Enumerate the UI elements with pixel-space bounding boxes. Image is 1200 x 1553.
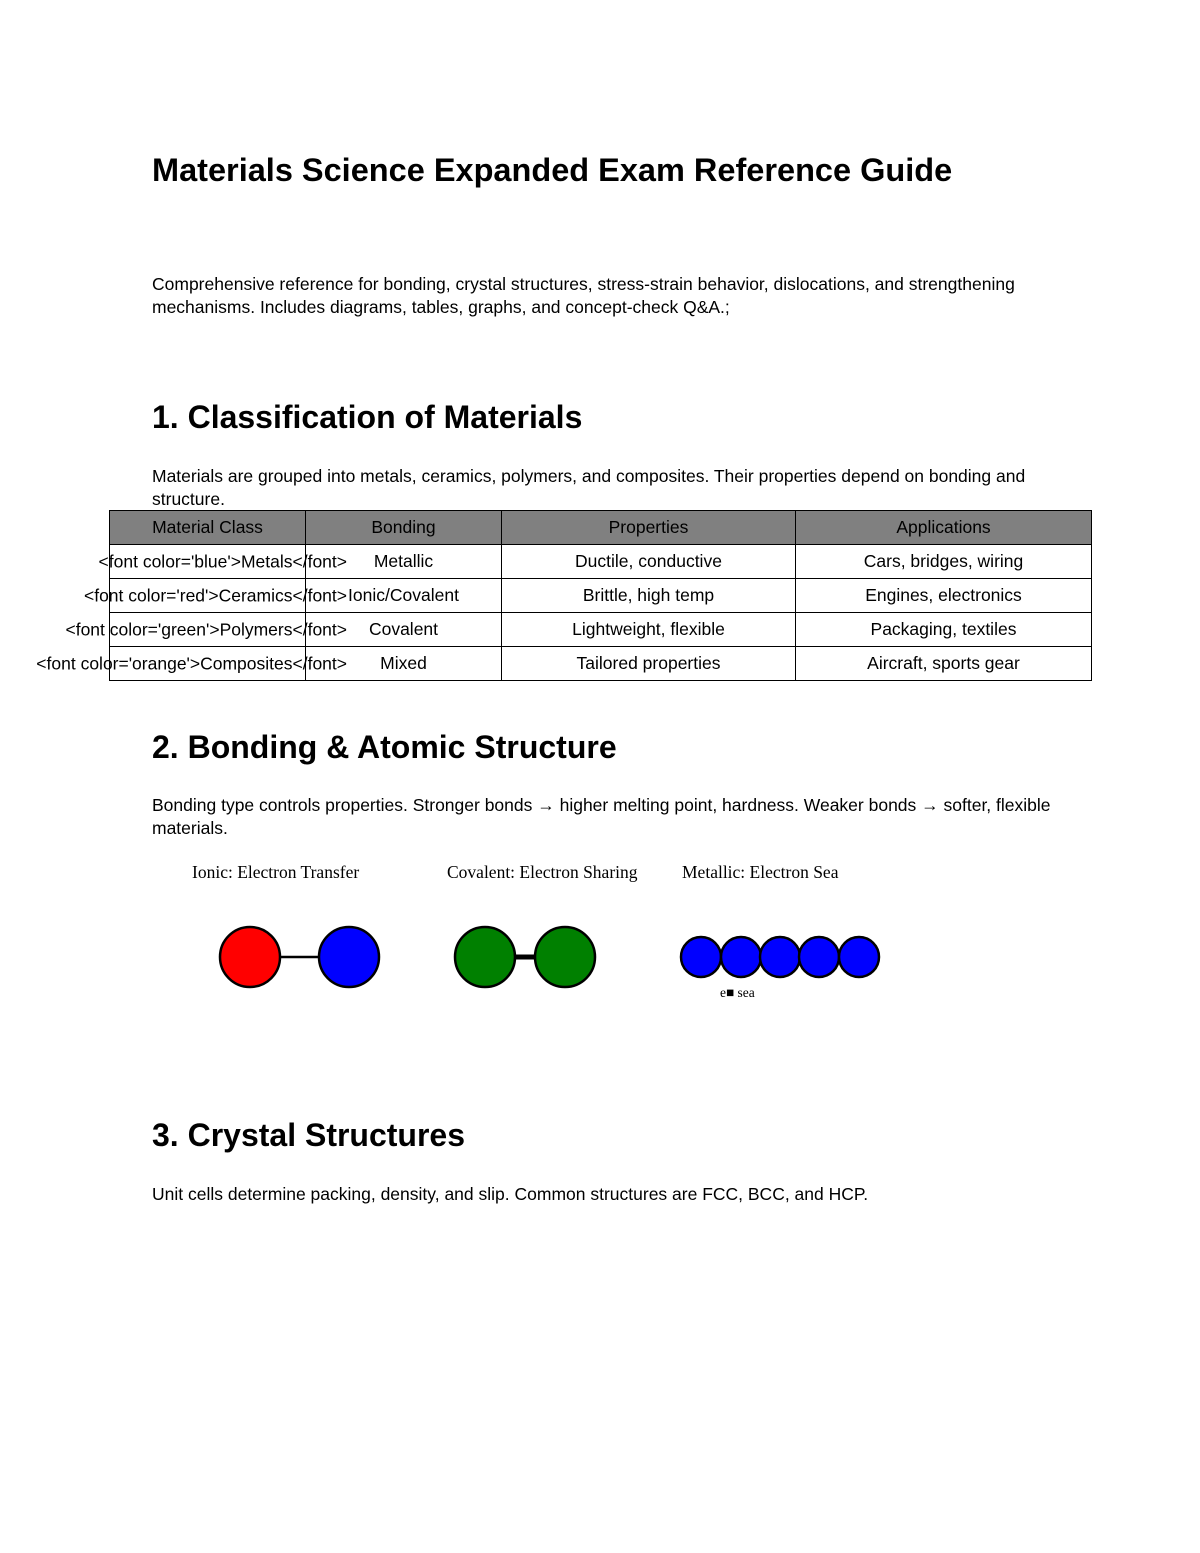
table-cell-properties: Tailored properties	[502, 647, 796, 681]
table-cell-properties: Brittle, high temp	[502, 579, 796, 613]
covalent-atom	[535, 927, 595, 987]
metallic-atom	[681, 937, 721, 977]
table-cell-applications: Engines, electronics	[796, 579, 1092, 613]
table-cell-properties: Ductile, conductive	[502, 545, 796, 579]
table-header-cell: Material Class	[110, 511, 306, 545]
section-text-classification: Materials are grouped into metals, ceramics, polymers, and composites. Their properties depend on bonding and structure.	[152, 466, 1026, 509]
page-title: Materials Science Expanded Exam Reference Guide	[152, 152, 953, 188]
electron-sea-label: e■ sea	[720, 985, 755, 1000]
metallic-label: Metallic: Electron Sea	[682, 862, 839, 882]
metallic-atom	[839, 937, 879, 977]
section-heading-crystal: 3. Crystal Structures	[152, 1117, 466, 1153]
table-header-cell: Bonding	[306, 511, 502, 545]
covalent-label: Covalent: Electron Sharing	[447, 862, 638, 882]
metallic-atom	[799, 937, 839, 977]
material-class-text: <font color='green'>Polymers</font>	[65, 619, 347, 639]
table-header-cell: Properties	[502, 511, 796, 545]
metallic-atom	[760, 937, 800, 977]
table-cell-bonding: Covalent	[306, 613, 502, 647]
ionic-anion-atom	[319, 927, 379, 987]
intro-paragraph: Comprehensive reference for bonding, crystal structures, stress-strain behavior, dislocations, and strengthening mechanisms. Includes diagrams, tables, graphs, and concept-check Q&A.;	[152, 274, 1015, 317]
section-text-crystal: Unit cells determine packing, density, and slip. Common structures are FCC, BCC, and HCP.	[152, 1184, 869, 1204]
table-cell-bonding: Mixed	[306, 647, 502, 681]
metallic-atom	[721, 937, 761, 977]
table-cell-applications: Packaging, textiles	[796, 613, 1092, 647]
ionic-label: Ionic: Electron Transfer	[192, 862, 360, 882]
material-class-text: <font color='red'>Ceramics</font>	[83, 585, 347, 605]
table-header-cell: Applications	[796, 511, 1092, 545]
table-cell-properties: Lightweight, flexible	[502, 613, 796, 647]
table-cell-bonding: Ionic/Covalent	[306, 579, 502, 613]
table-cell-applications: Aircraft, sports gear	[796, 647, 1092, 681]
material-class-text: <font color='orange'>Composites</font>	[36, 653, 347, 673]
section-heading-bonding: 2. Bonding & Atomic Structure	[152, 729, 617, 765]
section-text-bonding: Bonding type controls properties. Stronger bonds → higher melting point, hardness. Weaker bonds → softer, flexible materials.	[152, 795, 1051, 838]
section-heading-classification: 1. Classification of Materials	[152, 399, 583, 435]
covalent-atom	[455, 927, 515, 987]
table-cell-applications: Cars, bridges, wiring	[796, 545, 1092, 579]
table-cell-bonding: Metallic	[306, 545, 502, 579]
material-class-text: <font color='blue'>Metals</font>	[98, 551, 347, 571]
ionic-cation-atom	[220, 927, 280, 987]
